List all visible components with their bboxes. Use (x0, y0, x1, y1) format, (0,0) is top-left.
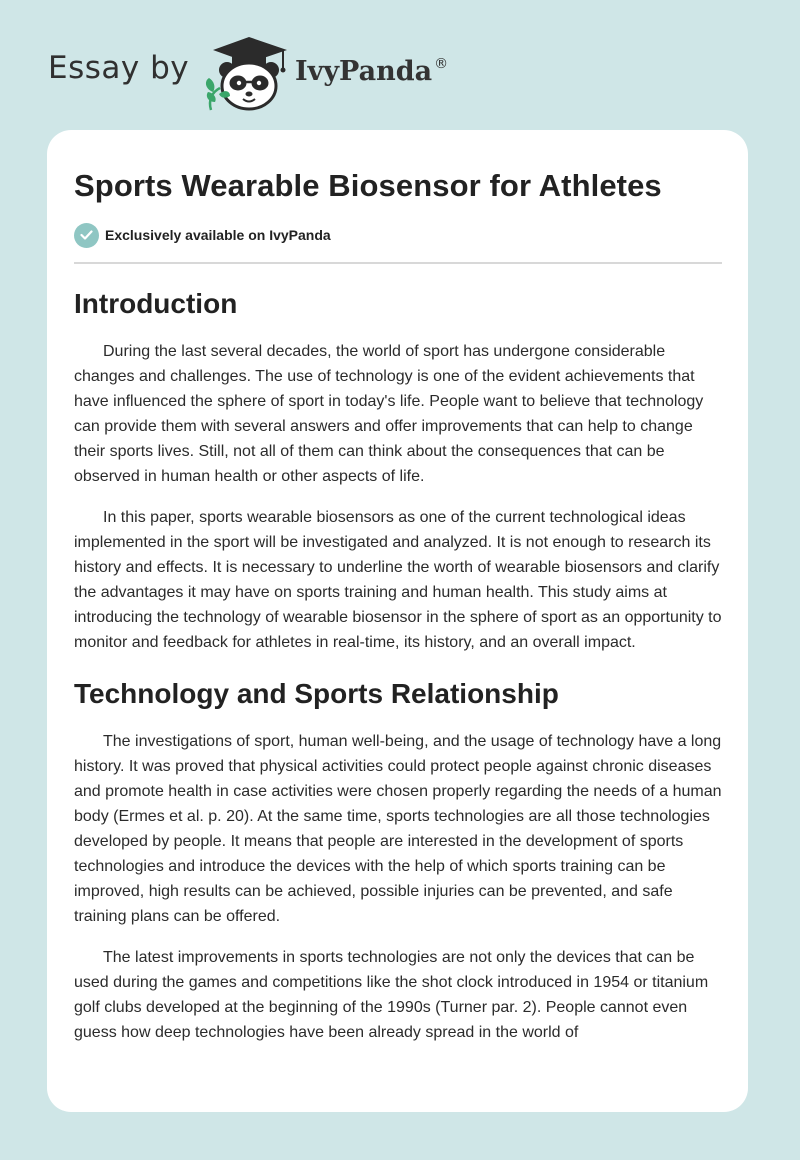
check-circle-icon (74, 223, 99, 248)
paragraph: During the last several decades, the world of sport has undergone considerable changes and challenges. The use of technology is one of the evident achievements that have influenced the sphere of sport in today's life. People want to believe that technology can provide them with several answers and offer improvements that can help to change their sports lives. Still, not all of them can think about the consequences that can be observed in human health or other aspects of life. (74, 343, 704, 485)
brand-header (48, 30, 508, 110)
title-divider (74, 262, 722, 264)
section-heading: Introduction (74, 288, 238, 319)
section-technology-and-sports (74, 676, 722, 1045)
essay-by-label: Essay by (48, 50, 190, 86)
section-heading: Technology and Sports Relationship (74, 678, 559, 709)
exclusive-badge-label: Exclusively available on IvyPanda (105, 227, 331, 243)
essay-card (47, 130, 748, 1112)
paragraph: The investigations of sport, human well-being, and the usage of technology have a long history. It was proved that physical activities could protect people against chronic diseases and promote health in case activities were chosen properly regarding the needs of a human body (Ermes et al. p. 20). At the same time, sports technologies are all those technologies developed by people. It means that people are interested in the development of sports technologies and introduce the devices with the help of which sports training can be improved, high results can be achieved, possible injuries can be prevented, and safe training plans can be offered. (74, 733, 722, 925)
section-introduction (74, 286, 722, 655)
brand-name: IvyPanda (295, 56, 433, 87)
paragraph: In this paper, sports wearable biosensors as one of the current technological ideas implemented in the sport will be investigated and analyzed. It is not enough to research its history and effects. It is necessary to underline the worth of wearable biosensors and clarify the advantages it may have on sports training and human health. This study aims at introducing the technology of wearable biosensor in the sphere of sport as an opportunity to monitor and feedback for athletes in real-time, its history, and an overall impact. (74, 509, 722, 651)
exclusive-badge (74, 222, 722, 248)
essay-title: Sports Wearable Biosensor for Athletes (74, 168, 662, 203)
ivypanda-wordmark (295, 56, 448, 87)
ivypanda-logo-icon (203, 34, 293, 112)
trademark-symbol: ® (434, 56, 449, 72)
paragraph: The latest improvements in sports technologies are not only the devices that can be used during the games and competitions like the shot clock introduced in 1954 or titanium golf clubs developed at the beginning of the 1990s (Turner par. 2). People cannot even guess how deep technologies have been already spread in the world of (74, 949, 709, 1041)
